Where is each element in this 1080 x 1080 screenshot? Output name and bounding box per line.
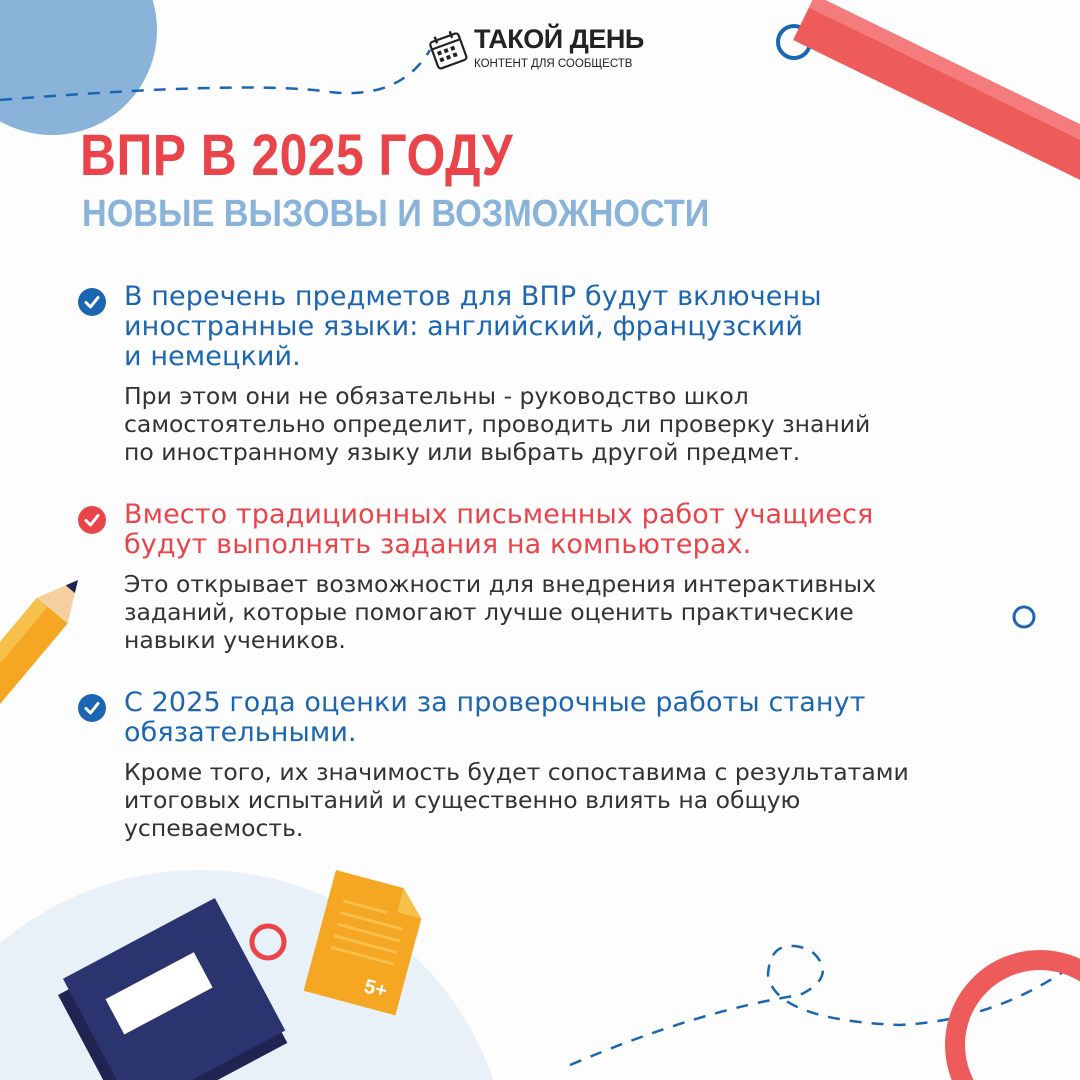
item-heading: Вместо традиционных письменных работ учащиеся будут выполнять задания на компьютерах. (124, 499, 874, 560)
top-left-circle (0, 0, 157, 135)
page-title: ВПР В 2025 ГОДУ (80, 123, 514, 188)
check-circle-icon (78, 506, 106, 534)
item-heading: С 2025 года оценки за проверочные работы станут обязательными. (124, 687, 866, 748)
item-body: Это открывает возможности для внедрения интерактивных заданий, которые помогают лучше оценить практические навыки учеников. (124, 570, 876, 654)
calendar-icon (426, 28, 470, 72)
item-heading: В перечень предметов для ВПР будут включены иностранные языки: английский, французский и немецкий. (124, 281, 822, 372)
logo-title: ТАКОЙ ДЕНЬ (474, 24, 644, 54)
check-circle-icon (78, 694, 106, 722)
logo-subtitle: КОНТЕНТ ДЛЯ СООБЩЕСТВ (474, 58, 633, 70)
ruler-illustration (793, 0, 1080, 180)
list-item (78, 688, 1028, 842)
item-body: При этом они не обязательны - руководство школ самостоятельно определит, проводить ли проверку знаний по иностранному языку или выбрать другой предмет. (124, 382, 871, 466)
list-item (78, 282, 1028, 466)
list-item (78, 500, 1028, 654)
check-circle-icon (78, 288, 106, 316)
red-ring-large (955, 960, 1080, 1080)
item-body: Кроме того, их значимость будет сопоставима с результатами итоговых испытаний и существенно влиять на общую успеваемость. (124, 758, 909, 842)
grade-sticker: 5+ (361, 975, 390, 1003)
brand-logo (426, 22, 666, 78)
page-subtitle: НОВЫЕ ВЫЗОВЫ И ВОЗМОЖНОСТИ (82, 193, 710, 235)
